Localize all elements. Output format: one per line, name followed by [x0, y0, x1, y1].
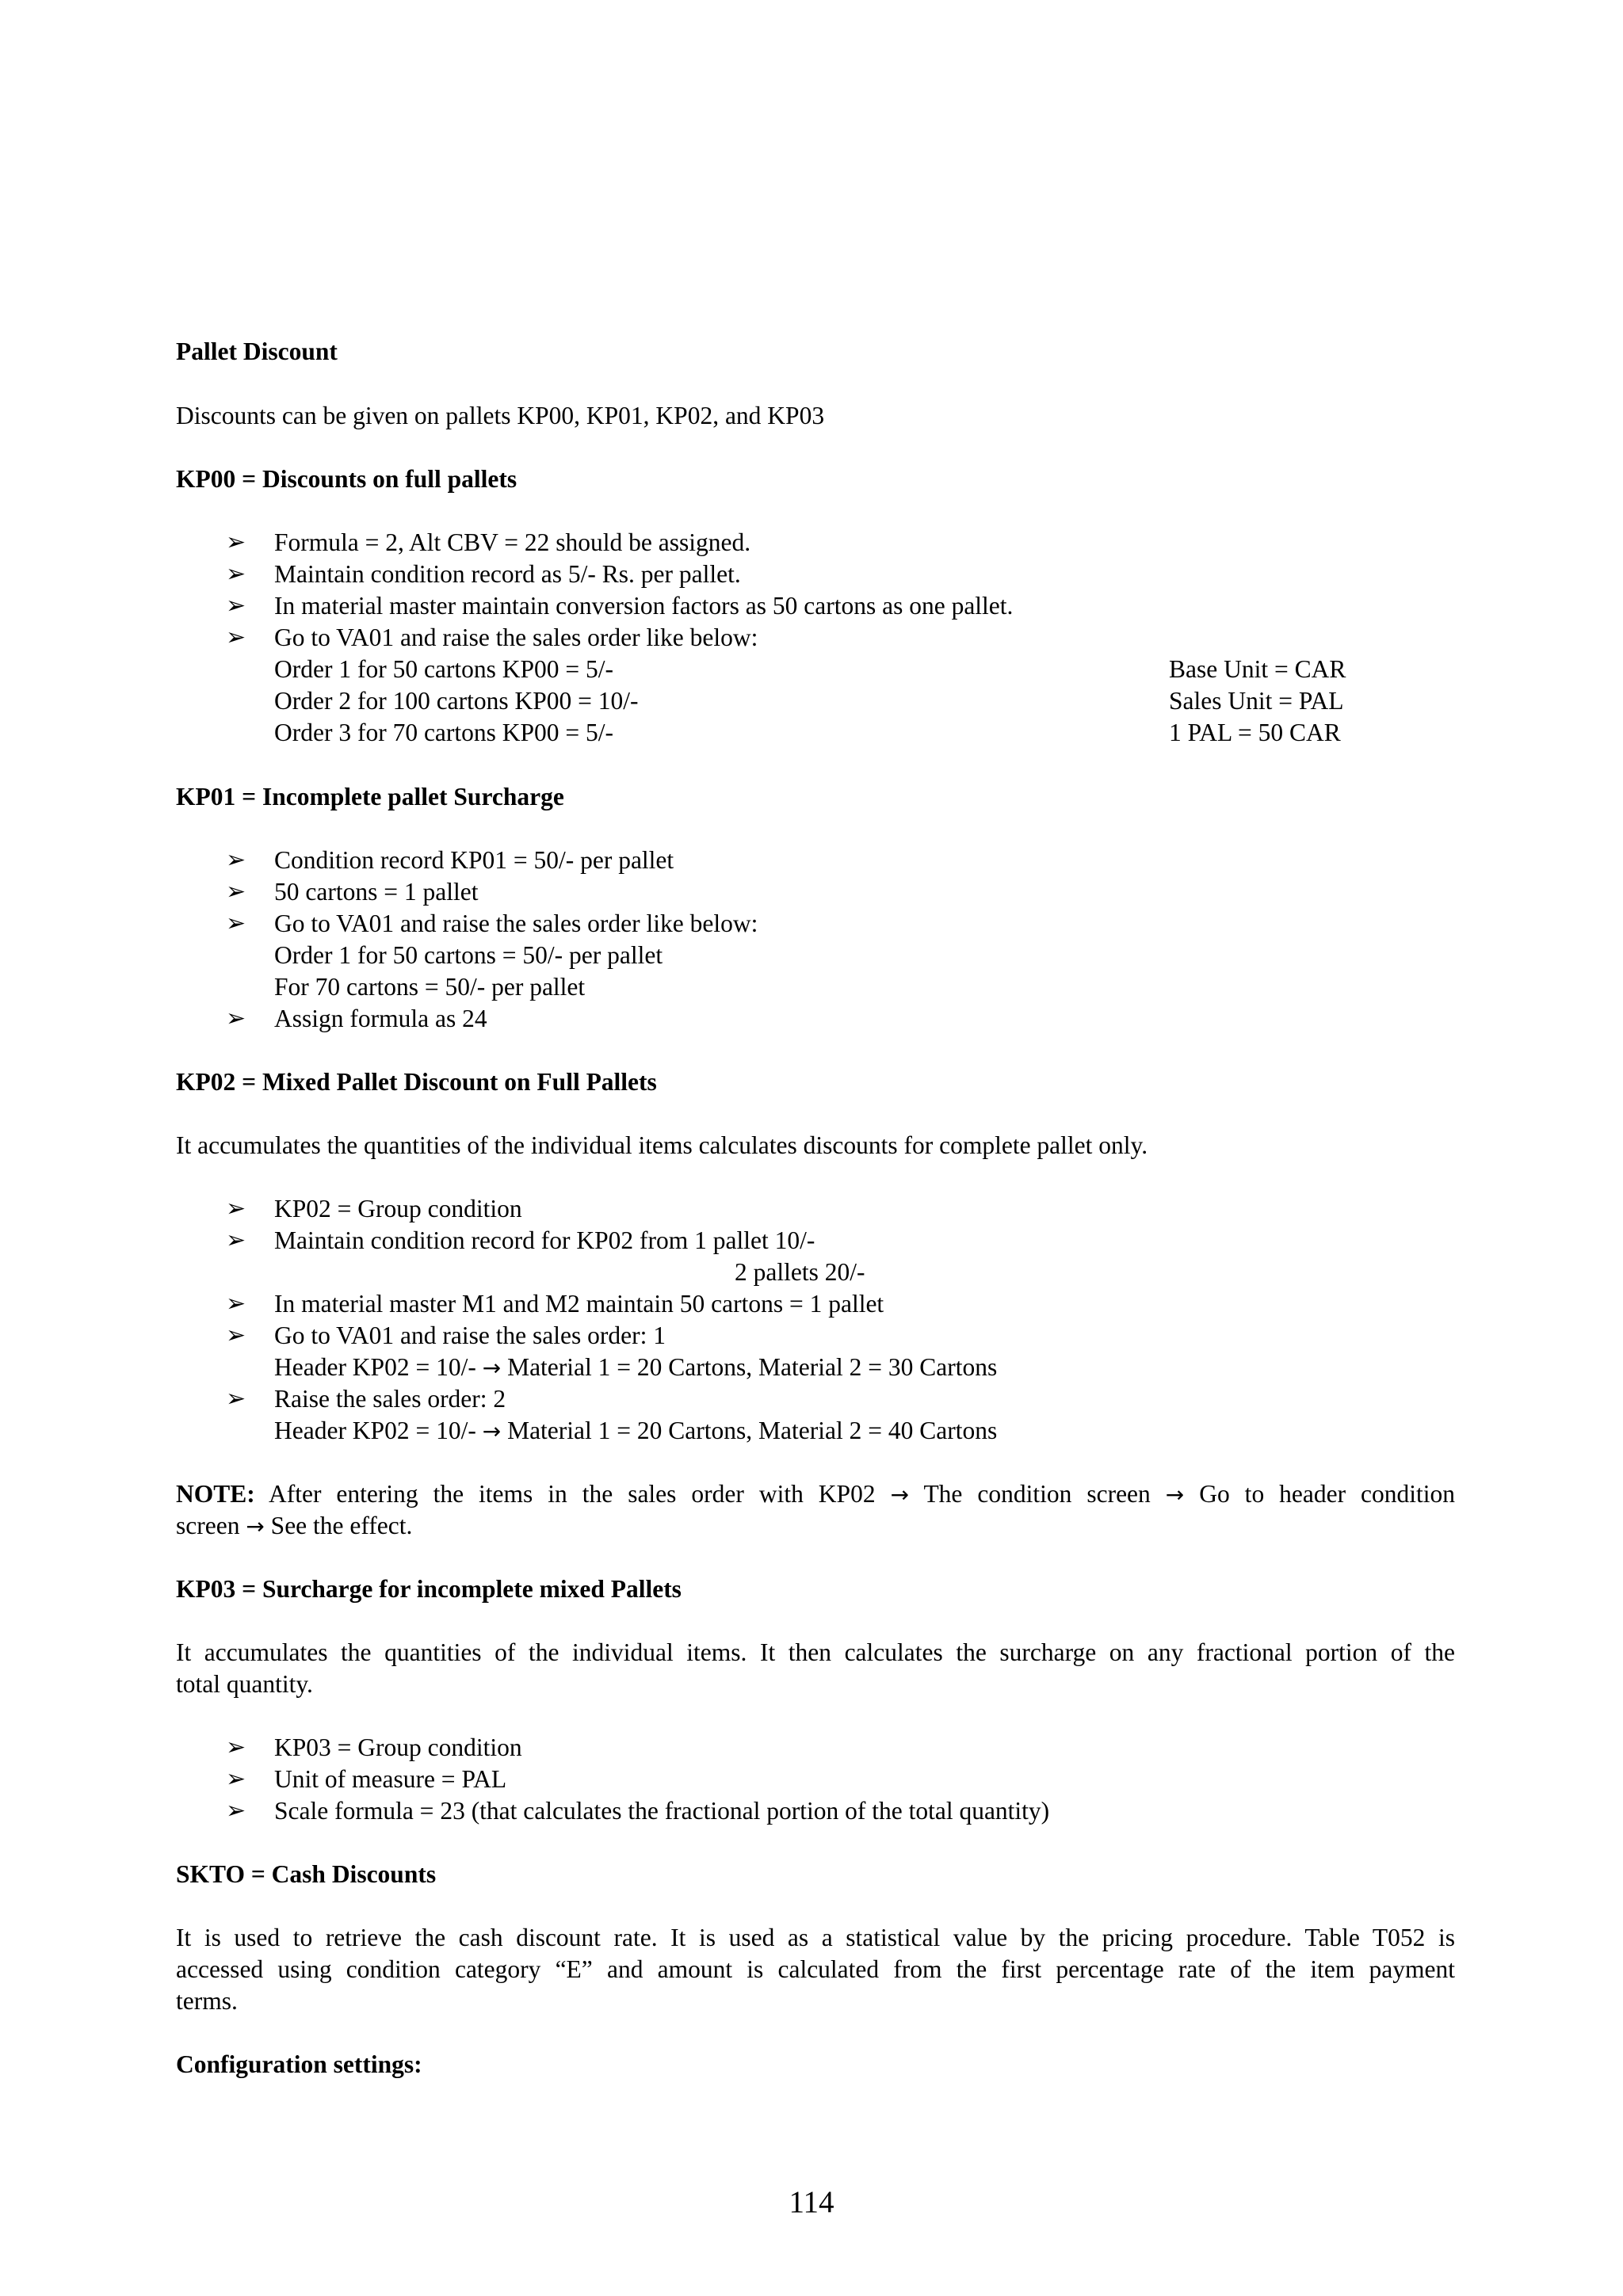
- bullet-arrow-icon: ➢: [226, 847, 246, 873]
- intro-text: Discounts can be given on pallets KP00, KP01, KP02, and KP03: [176, 402, 825, 429]
- kp02-bullet: KP02 = Group condition: [274, 1195, 522, 1222]
- kp02-heading: KP02 = Mixed Pallet Discount on Full Pallets: [176, 1068, 657, 1096]
- kp01-heading: KP01 = Incomplete pallet Surcharge: [176, 783, 564, 810]
- bullet-arrow-icon: ➢: [226, 1386, 246, 1412]
- bullet-arrow-icon: ➢: [226, 1734, 246, 1760]
- kp03-bullet: Unit of measure = PAL: [274, 1765, 507, 1793]
- bullet-arrow-icon: ➢: [226, 1005, 246, 1032]
- kp03-bullet: KP03 = Group condition: [274, 1733, 522, 1761]
- bullet-arrow-icon: ➢: [226, 1322, 246, 1348]
- arrow-right-icon: →: [1165, 1482, 1185, 1508]
- bullet-arrow-icon: ➢: [226, 1227, 246, 1253]
- kp00-order: Order 3 for 70 cartons KP00 = 5/-: [274, 719, 614, 746]
- skto-heading: SKTO = Cash Discounts: [176, 1860, 437, 1888]
- kp01-bullet: Condition record KP01 = 50/- per pallet: [274, 846, 674, 874]
- note-line-1: NOTE: After entering the items in the sales order with KP02 → The condition screen → Go to header condition: [176, 1480, 1456, 1508]
- kp00-bullet: Maintain condition record as 5/- Rs. per pallet.: [274, 560, 741, 588]
- kp00-unit: 1 PAL = 50 CAR: [1169, 719, 1341, 746]
- kp02-order-line: [274, 1352, 997, 1384]
- note-line-2: screen → See the effect.: [176, 1512, 413, 1539]
- skto-paragraph-line: terms.: [176, 1987, 238, 2015]
- bullet-arrow-icon: ➢: [226, 593, 246, 619]
- arrow-right-icon: →: [482, 1355, 502, 1381]
- kp00-heading: KP00 = Discounts on full pallets: [176, 465, 517, 493]
- kp03-heading: KP03 = Surcharge for incomplete mixed Pallets: [176, 1575, 682, 1603]
- kp02-bullet: In material master M1 and M2 maintain 50 cartons = 1 pallet: [274, 1290, 884, 1318]
- note-label: NOTE:: [176, 1480, 255, 1508]
- kp00-bullet: Go to VA01 and raise the sales order like below:: [274, 624, 758, 651]
- kp02-bullet: Maintain condition record for KP02 from 1 pallet 10/-: [274, 1226, 815, 1254]
- kp02-order-header: Header KP02 = 10/-: [274, 1417, 476, 1444]
- kp00-unit: Base Unit = CAR: [1169, 655, 1346, 683]
- kp01-bullet: Go to VA01 and raise the sales order like below:: [274, 910, 758, 937]
- kp02-order-materials: Material 1 = 20 Cartons, Material 2 = 30 Cartons: [507, 1353, 998, 1381]
- bullet-arrow-icon: ➢: [226, 561, 246, 587]
- kp01-bullet: Assign formula as 24: [274, 1005, 487, 1032]
- arrow-right-icon: →: [890, 1482, 910, 1508]
- bullet-arrow-icon: ➢: [226, 1291, 246, 1317]
- kp03-paragraph-line: It accumulates the quantities of the individual items. It then calculates the surcharge on any fractional portion of the: [176, 1638, 1455, 1666]
- bullet-arrow-icon: ➢: [226, 1798, 246, 1824]
- kp01-sub: For 70 cartons = 50/- per pallet: [274, 973, 586, 1001]
- bullet-arrow-icon: ➢: [226, 910, 246, 936]
- arrow-right-icon: →: [246, 1513, 265, 1539]
- kp02-order-header: Header KP02 = 10/-: [274, 1353, 476, 1381]
- section-heading: Pallet Discount: [176, 338, 338, 365]
- kp00-unit: Sales Unit = PAL: [1169, 687, 1344, 715]
- bullet-arrow-icon: ➢: [226, 1766, 246, 1792]
- kp03-paragraph-line: total quantity.: [176, 1670, 313, 1698]
- kp02-intro: It accumulates the quantities of the individual items calculates discounts for complete pallet only.: [176, 1131, 1148, 1159]
- page-number: 114: [789, 2185, 834, 2219]
- skto-paragraph-line: It is used to retrieve the cash discount rate. It is used as a statistical value by the pricing procedure. Table T052 is: [176, 1924, 1455, 1951]
- kp02-order-line: [274, 1415, 997, 1447]
- config-heading: Configuration settings:: [176, 2050, 422, 2078]
- bullet-arrow-icon: ➢: [226, 879, 246, 905]
- kp00-bullet: In material master maintain conversion factors as 50 cartons as one pallet.: [274, 592, 1014, 620]
- kp00-order: Order 2 for 100 cartons KP00 = 10/-: [274, 687, 639, 715]
- bullet-arrow-icon: ➢: [226, 624, 246, 650]
- bullet-arrow-icon: ➢: [226, 529, 246, 555]
- kp01-bullet: 50 cartons = 1 pallet: [274, 878, 479, 906]
- bullet-arrow-icon: ➢: [226, 1196, 246, 1222]
- kp02-bullet: Go to VA01 and raise the sales order: 1: [274, 1322, 666, 1349]
- kp00-bullet: Formula = 2, Alt CBV = 22 should be assigned.: [274, 528, 751, 556]
- kp02-bullet: Raise the sales order: 2: [274, 1385, 506, 1413]
- kp02-order-materials: Material 1 = 20 Cartons, Material 2 = 40 Cartons: [507, 1417, 998, 1444]
- kp00-order: Order 1 for 50 cartons KP00 = 5/-: [274, 655, 614, 683]
- kp02-bullet-cont: 2 pallets 20/-: [735, 1258, 865, 1286]
- skto-paragraph-line: accessed using condition category “E” and amount is calculated from the first percentage rate of the item payment: [176, 1955, 1455, 1983]
- kp01-sub: Order 1 for 50 cartons = 50/- per pallet: [274, 941, 663, 969]
- arrow-right-icon: →: [482, 1418, 502, 1444]
- kp03-bullet: Scale formula = 23 (that calculates the fractional portion of the total quantity): [274, 1797, 1050, 1825]
